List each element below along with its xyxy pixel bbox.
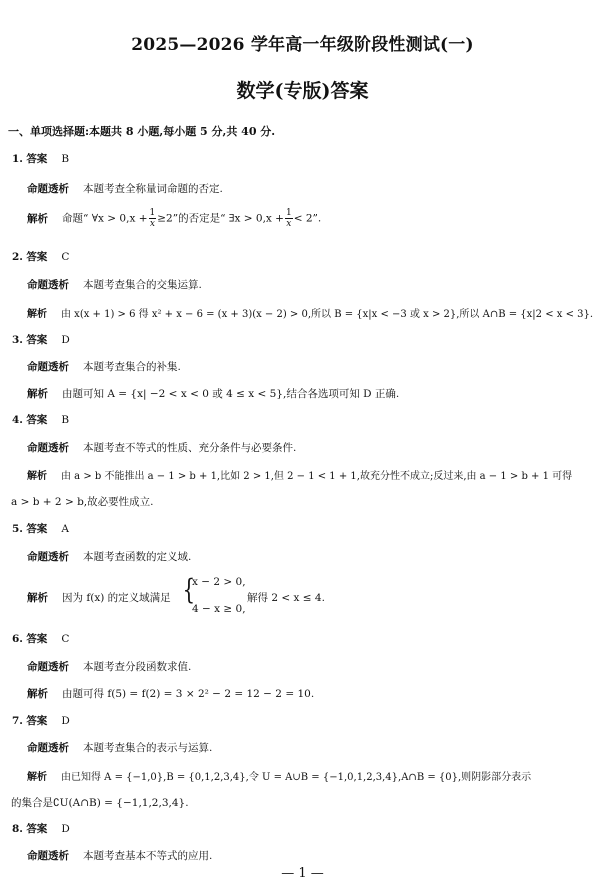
question-7-answer: D bbox=[61, 715, 70, 727]
question-4-analysis-cont: a > b + 2 > b,故必要性成立. bbox=[11, 496, 154, 508]
question-1-header: 1. 答案 B bbox=[12, 153, 70, 165]
question-3-answer: D bbox=[61, 334, 70, 346]
question-7-focus: 命题透析 本题考查集合的表示与运算. bbox=[27, 742, 213, 754]
question-4-header: 4. 答案 B bbox=[12, 414, 70, 426]
question-6-analysis: 解析 由题可得 f(5) = f(2) = 3 × 2² − 2 = 12 − 2 = 10. bbox=[27, 688, 315, 700]
question-5-analysis-a: 解析 因为 f(x) 的定义域满足 bbox=[27, 592, 171, 604]
question-5-answer: A bbox=[61, 523, 69, 535]
question-8-answer: D bbox=[61, 823, 70, 835]
page-title: 2025—2026 学年高一年级阶段性测试(一) bbox=[131, 35, 474, 55]
question-5-analysis-b: 解得 2 < x ≤ 4. bbox=[247, 592, 325, 604]
page-number: — 1 — bbox=[281, 866, 324, 881]
question-6-header: 6. 答案 C bbox=[12, 633, 70, 645]
question-2-answer: C bbox=[61, 251, 70, 263]
fraction: $\frac{1}{x}$ bbox=[285, 208, 292, 229]
question-2-analysis: 解析 由 x(x + 1) > 6 得 x² + x − 6 = (x + 3)(x − 2) > 0,所以 B = {x|x < −3 或 x > 2},所以 A∩B = {x|2 < x < 3}. bbox=[27, 309, 594, 320]
question-7-analysis: 解析 由已知得 A = {−1,0},B = {0,1,2,3,4},令 U = A∪B = {−1,0,1,2,3,4},A∩B = {0},则阴影部分表示 bbox=[27, 772, 532, 783]
fraction: $\frac{1}{x}$ bbox=[149, 208, 156, 229]
question-4-focus: 命题透析 本题考查不等式的性质、充分条件与必要条件. bbox=[27, 442, 297, 454]
page-subtitle: 数学(专版)答案 bbox=[236, 80, 369, 102]
question-3-header: 3. 答案 D bbox=[12, 334, 70, 346]
section-heading: 一、单项选择题:本题共 8 小题,每小题 5 分,共 40 分. bbox=[8, 125, 276, 138]
question-8-focus: 命题透析 本题考查基本不等式的应用. bbox=[27, 850, 213, 862]
question-5-header: 5. 答案 A bbox=[12, 523, 69, 535]
question-6-answer: C bbox=[61, 633, 70, 645]
question-4-answer: B bbox=[61, 414, 70, 426]
question-7-analysis-cont: 的集合是∁U(A∩B) = {−1,1,2,3,4}. bbox=[11, 797, 189, 809]
question-3-analysis: 解析 由题可知 A = {x| −2 < x < 0 或 4 ≤ x < 5},结合各选项可知 D 正确. bbox=[27, 388, 400, 400]
question-7-header: 7. 答案 D bbox=[12, 715, 70, 727]
brace-icon: { bbox=[182, 573, 196, 606]
question-4-analysis: 解析 由 a > b 不能推出 a − 1 > b + 1,比如 2 > 1,但 2 − 1 < 1 + 1,故充分性不成立;反过来,由 a − 1 > b + 1 可得 bbox=[27, 471, 573, 482]
question-8-header: 8. 答案 D bbox=[12, 823, 70, 835]
question-1-focus: 命题透析 本题考查全称量词命题的否定. bbox=[27, 183, 223, 195]
question-1-answer: B bbox=[61, 153, 70, 165]
system-line-1: x − 2 > 0, bbox=[192, 576, 246, 588]
question-6-focus: 命题透析 本题考查分段函数求值. bbox=[27, 661, 192, 673]
question-1-analysis: 解析 命题“ ∀x > 0,x + $\frac{1}{x}$ ≥2”的否定是“ ∃x > 0,x + $\frac{1}{x}$ < 2”. bbox=[27, 208, 322, 229]
question-2-focus: 命题透析 本题考查集合的交集运算. bbox=[27, 279, 202, 291]
system-line-2: 4 − x ≥ 0, bbox=[192, 603, 246, 615]
question-5-focus: 命题透析 本题考查函数的定义域. bbox=[27, 551, 192, 563]
question-2-header: 2. 答案 C bbox=[12, 251, 70, 263]
question-3-focus: 命题透析 本题考查集合的补集. bbox=[27, 361, 181, 373]
